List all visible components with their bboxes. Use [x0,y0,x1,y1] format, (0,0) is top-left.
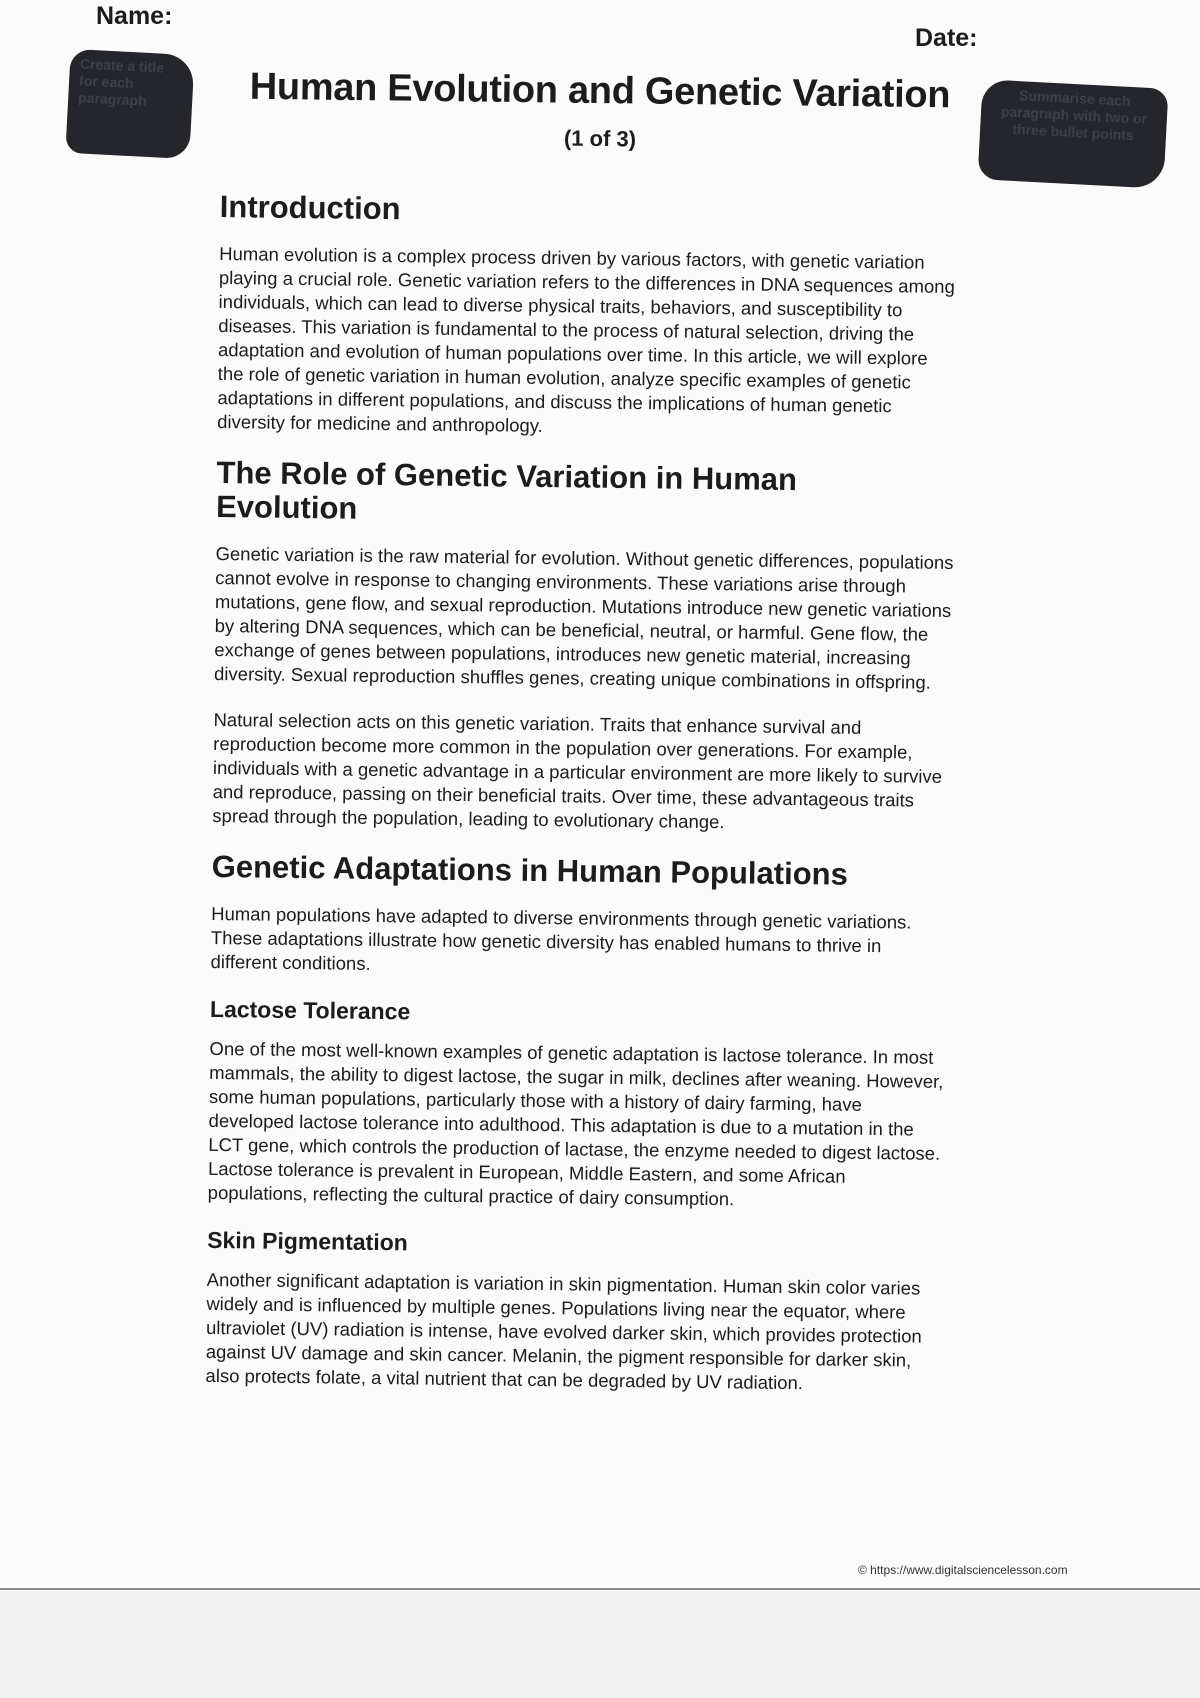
redacted-instruction-left: Create a title for each paragraph [65,49,194,159]
name-label: Name: [96,2,173,30]
page-title: Human Evolution and Genetic Variation [249,65,951,117]
page-subtitle: (1 of 3) [563,125,637,152]
date-label: Date: [915,24,978,52]
paragraph-role-1: Genetic variation is the raw material for evolution. Without genetic differences, populations cannot evolve in response to changing environments. These variations arise through mutations, gene flow, and sexual reproduction. Mutations introduce new genetic variations by altering DNA sequences, which can be beneficial, neutral, or harmful. Gene flow, the exchange of genes between populations, introduces new genetic material, increasing diversity. Sexual reproduction shuffles genes, creating unique combinations in offspring. [213,542,954,693]
article-body [205,190,960,1419]
section-heading-role: The Role of Genetic Variation in Human Evolution [215,454,798,526]
section-heading-introduction: Introduction [219,189,401,227]
paragraph-introduction: Human evolution is a complex process driven by various factors, with genetic variation playing a crucial role. Genetic variation refers to the differences in DNA sequences among individuals, which can lead to diverse physical traits, behaviors, and susceptibility to diseases. This variation is fundamental to the process of natural selection, driving the adaptation and evolution of human populations over time. In this article, we will explore the role of genetic variation in human evolution, analyze specific examples of genetic adaptations in different populations, and discuss the implications of human genetic diversity for medicine and anthropology. [217,242,955,436]
paragraph-lactose: One of the most well-known examples of genetic adaptation is lactose tolerance. In most mammals, the ability to digest lactose, the sugar in milk, declines after weaning. However, some human populations, particularly those with a history of dairy farming, have developed lactose tolerance into adulthood. This adaptation is due to a mutation in the LCT gene, which controls the production of lactase, the enzyme needed to digest lactose. Lactose tolerance is prevalent in European, Middle Eastern, and some African populations, reflecting the cultural practice of dairy consumption. [207,1037,944,1210]
scanner-bed [0,1588,1200,1698]
paragraph-role-2: Natural selection acts on this genetic variation. Traits that enhance survival and reproduction become more common in the population over generations. For example, individuals with a genetic advantage in a particular environment are more likely to survive and reproduce, passing on their beneficial traits. Over time, these advantageous traits spread through the population, leading to evolutionary change. [212,708,943,833]
subheading-lactose: Lactose Tolerance [209,995,411,1025]
redacted-instruction-right: Summarise each paragraph with two or three bullet points [978,79,1169,189]
paragraph-skin: Another significant adaptation is variation in skin pigmentation. Human skin color varies widely and is influenced by multiple genes. Populations living near the equator, where ultraviolet (UV) radiation is intense, have evolved darker skin, which provides protection against UV damage and skin cancer. Melanin, the pigment responsible for darker skin, also protects folate, a vital nutrient that can be degraded by UV radiation. [205,1268,922,1394]
section-heading-adaptations: Genetic Adaptations in Human Populations [211,848,849,892]
subheading-skin: Skin Pigmentation [207,1226,408,1256]
paragraph-adaptations: Human populations have adapted to diverse environments through genetic variations. These adaptations illustrate how genetic diversity has enabled humans to thrive in different conditions. [210,902,912,974]
footer-credit: © https://www.digitalsciencelesson.com [858,1563,1068,1577]
